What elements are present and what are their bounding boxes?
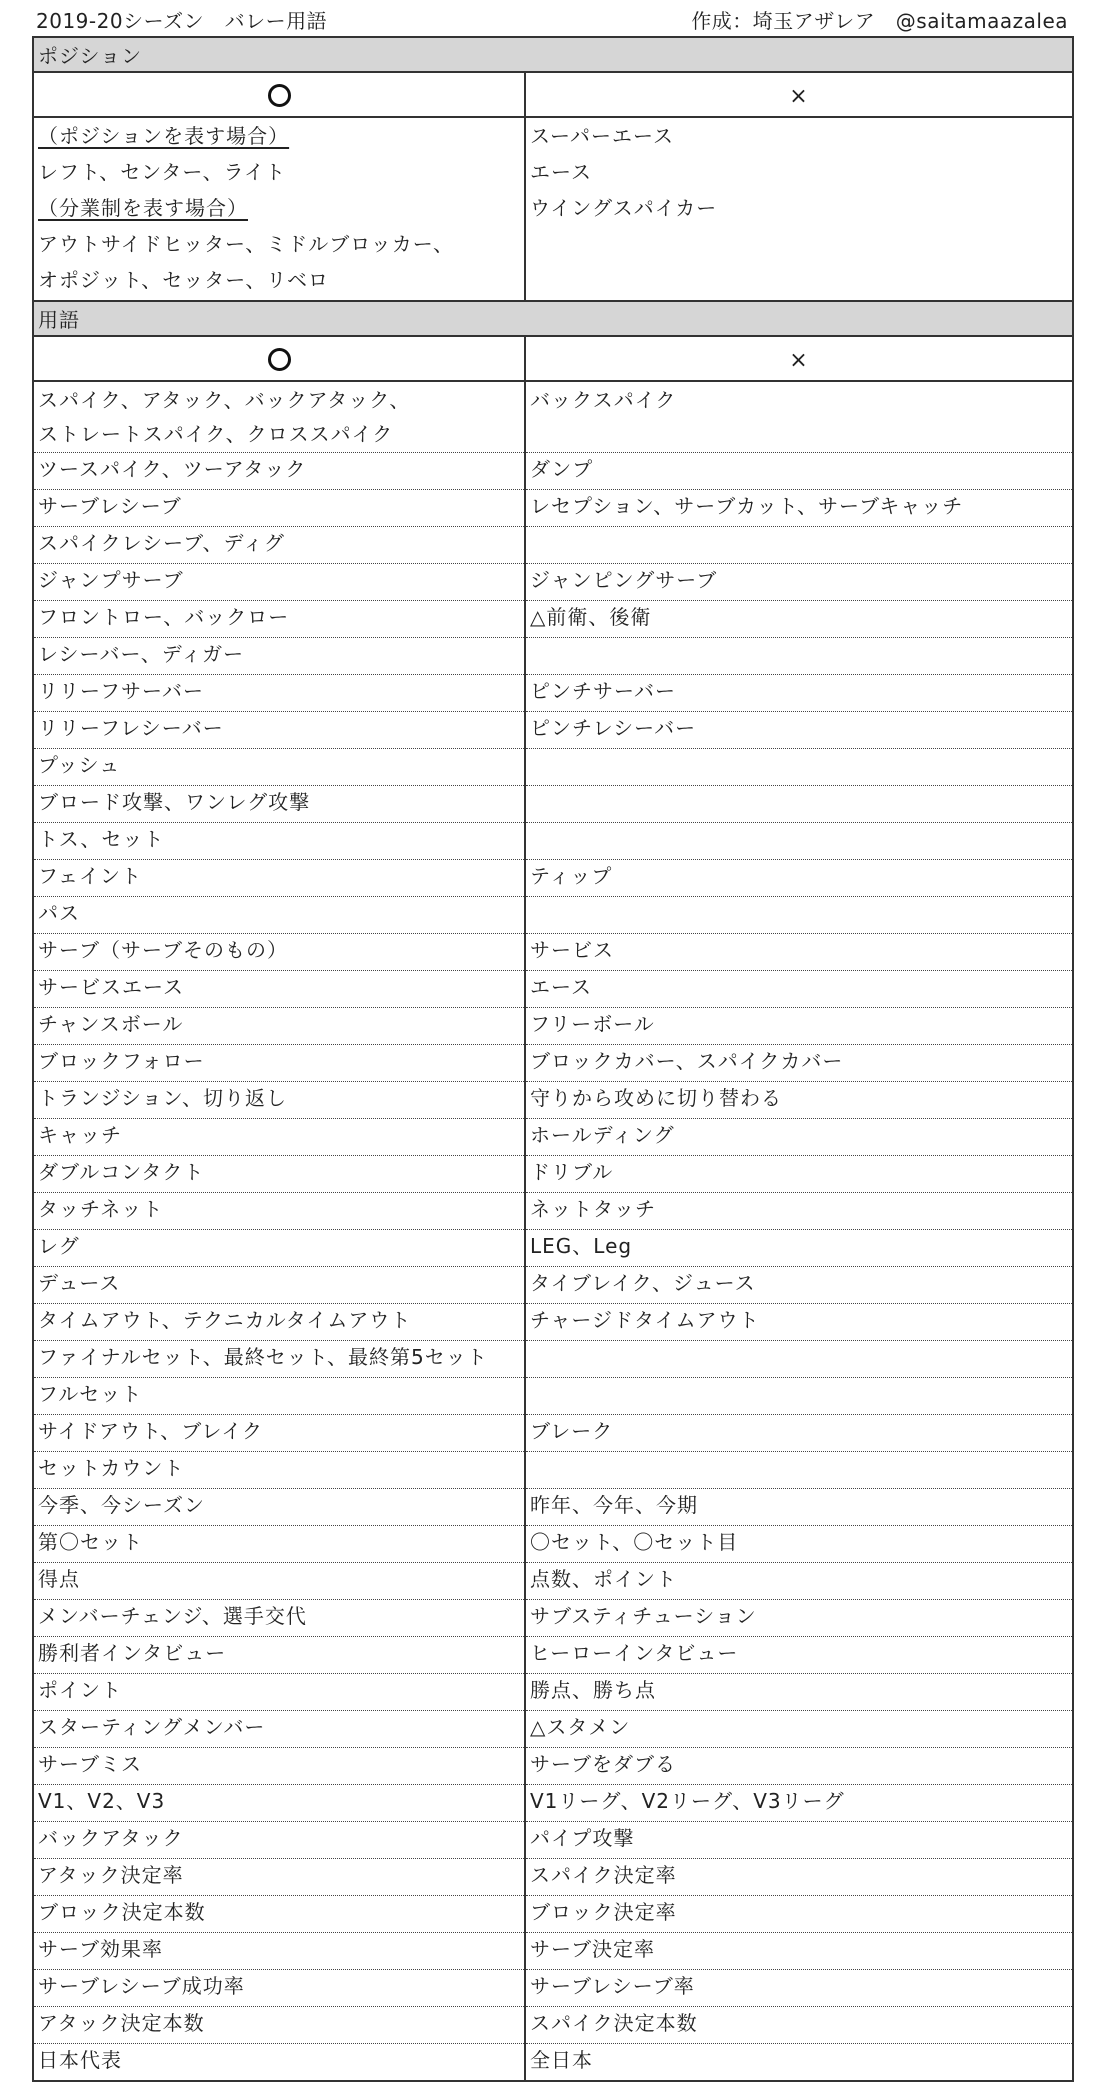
circle-icon [268,84,291,107]
table-row [33,601,1073,638]
cell-text: ドリブル [530,1160,614,1184]
cell-text: バックアタック [38,1826,184,1850]
cell-text: ブロックフォロー [38,1049,205,1073]
table-row [33,860,1073,897]
not-recommended-term-cell [525,1230,1073,1267]
table-row [33,638,1073,675]
cell-text: V1、V2、V3 [38,1789,166,1813]
recommended-term-cell [33,1119,525,1156]
not-recommended-term-cell [525,749,1073,786]
positions-not-recommended-cell [525,117,1073,301]
cell-text: 全日本 [530,2048,593,2072]
section-title: ポジション [33,37,1073,72]
recommended-column-header [33,336,525,381]
table-row [33,1230,1073,1267]
not-recommended-term-cell [525,823,1073,860]
cell-text: 〇セット、〇セット目 [530,1530,739,1554]
cell-text: ピンチレシーバー [530,716,697,740]
not-recommended-term-cell [525,1156,1073,1193]
not-recommended-term-cell [525,1822,1073,1859]
cell-text: プッシュ [38,753,121,777]
cell-text: フルセット [38,1382,143,1406]
recommended-column-header [33,72,525,117]
cell-text: サーブ決定率 [530,1937,655,1961]
cell-text: サーブレシーブ成功率 [38,1974,245,1998]
document-page [32,0,1072,2082]
recommended-term-cell [33,2007,525,2044]
not-recommended-term-cell [525,1711,1073,1748]
recommended-term-cell [33,1267,525,1304]
cell-text [530,786,1072,822]
not-recommended-term-cell [525,860,1073,897]
cell-text: ウイングスパイカー [530,196,718,220]
cell-text: 日本代表 [38,2048,122,2072]
cell-text: サブスティチューション [530,1604,757,1628]
section-title: 用語 [33,301,1073,336]
cell-text [530,1452,1072,1488]
not-recommended-term-cell [525,564,1073,601]
table-row [33,1933,1073,1970]
recommended-term-cell [33,675,525,712]
cell-text: レグ [38,1234,80,1258]
cell-text: 勝点、勝ち点 [530,1678,656,1702]
not-recommended-term-cell [525,453,1073,490]
cell-text: ティップ [530,864,613,888]
recommended-term-cell [33,2044,525,2082]
cell-text: キャッチ [38,1123,122,1147]
not-recommended-term-cell [525,1082,1073,1119]
cell-text: トランジション、切り返し [38,1086,287,1110]
cell-text [530,749,1072,785]
cell-text: タッチネット [38,1197,164,1221]
not-recommended-term-cell [525,1600,1073,1637]
cell-text: エース [530,975,592,999]
cell-text: パス [38,901,80,925]
not-recommended-term-cell [525,897,1073,934]
cell-text: ポイント [38,1678,122,1702]
not-recommended-term-cell [525,971,1073,1008]
recommended-term-cell [33,1563,525,1600]
table-row [33,1526,1073,1563]
not-recommended-term-cell [525,381,1073,453]
recommended-term-cell [33,1896,525,1933]
not-recommended-term-cell [525,1193,1073,1230]
cell-text: ジャンプサーブ [38,568,184,592]
not-recommended-term-cell [525,1674,1073,1711]
recommended-term-cell [33,638,525,675]
recommended-term-cell [33,1452,525,1489]
table-row [33,527,1073,564]
table-row [33,1711,1073,1748]
not-recommended-term-cell [525,1045,1073,1082]
cell-text: スパイクレシーブ、ディグ [38,531,285,555]
not-recommended-term-cell [525,1378,1073,1415]
table-row [33,1008,1073,1045]
not-recommended-term-cell [525,1970,1073,2007]
cell-text: ヒーローインタビュー [530,1641,739,1665]
recommended-term-cell [33,786,525,823]
cell-text: デュース [38,1271,121,1295]
table-row [33,749,1073,786]
recommended-term-cell [33,601,525,638]
recommended-term-cell [33,1489,525,1526]
cell-text: サーブ（サーブそのもの） [38,938,288,962]
recommended-term-cell [33,1415,525,1452]
recommended-term-cell [33,1082,525,1119]
cell-text: サービスエース [38,975,184,999]
recommended-term-cell [33,1600,525,1637]
circle-icon [268,348,291,371]
cross-icon: × [789,347,809,373]
section-header-terms [33,301,1073,336]
cell-text [530,1341,1072,1377]
cell-text: ツースパイク、ツーアタック [38,457,307,481]
cell-text [530,823,1072,859]
recommended-term-cell [33,1674,525,1711]
recommended-term-cell [33,1748,525,1785]
cell-text: ジャンピングサーブ [530,568,718,592]
cell-text: リリーフサーバー [38,679,204,703]
recommended-term-cell [33,823,525,860]
recommended-term-cell [33,453,525,490]
cell-text: レフト、センター、ライト [38,160,286,184]
cell-text: ブロック決定率 [530,1900,677,1924]
recommended-term-cell [33,1637,525,1674]
table-row [33,971,1073,1008]
not-recommended-term-cell [525,1452,1073,1489]
section-header-positions [33,37,1073,72]
cell-text: サーブミス [38,1752,142,1776]
cell-text: スパイク、アタック、バックアタック、 [38,388,411,412]
cell-text [530,527,1072,563]
cell-text: ストレートスパイク、クロススパイク [38,422,394,446]
cell-text [530,638,1072,674]
cell-text: ブレーク [530,1419,614,1443]
table-row [33,1304,1073,1341]
recommended-term-cell [33,1341,525,1378]
table-row [33,934,1073,971]
not-recommended-term-cell [525,1859,1073,1896]
cell-text: V1リーグ、V2リーグ、V3リーグ [530,1789,845,1813]
cell-text: スーパーエース [530,124,674,148]
recommended-term-cell [33,1045,525,1082]
cell-text: ブロック決定本数 [38,1900,206,1924]
recommended-term-cell [33,1970,525,2007]
cell-text: （ポジションを表す場合） [38,124,290,148]
table-row [33,712,1073,749]
cell-text: チャンスボール [38,1012,184,1036]
volleyball-terms-table [32,36,1074,2082]
cell-text: 今季、今シーズン [38,1493,205,1517]
not-recommended-term-cell [525,1267,1073,1304]
cell-text: レシーバー、ディガー [38,642,245,666]
not-recommended-term-cell [525,712,1073,749]
cell-text: サーブレシーブ [38,494,182,518]
not-recommended-term-cell [525,1785,1073,1822]
not-recommended-term-cell [525,1526,1073,1563]
not-recommended-term-cell [525,527,1073,564]
positions-content-row [33,117,1073,301]
table-row [33,1859,1073,1896]
recommended-term-cell [33,897,525,934]
cell-text: サービス [530,938,614,962]
table-row [33,1415,1073,1452]
not-recommended-term-cell [525,1896,1073,1933]
table-row [33,490,1073,527]
table-row [33,1378,1073,1415]
recommended-term-cell [33,1822,525,1859]
cell-text: フリーボール [530,1012,655,1036]
cell-text: 昨年、今年、今期 [530,1493,698,1517]
recommended-term-cell [33,564,525,601]
not-recommended-term-cell [525,1933,1073,1970]
cell-text: ファイナルセット、最終セット、最終第5セット [38,1345,488,1369]
cell-text: ダンプ [530,457,594,481]
table-row [33,1637,1073,1674]
document-header [32,0,1072,36]
not-recommended-column-header [525,72,1073,117]
table-row [33,1748,1073,1785]
cell-text: メンバーチェンジ、選手交代 [38,1604,307,1628]
not-recommended-term-cell [525,2007,1073,2044]
cell-text: ネットタッチ [530,1197,656,1221]
cell-text: 第〇セット [38,1530,143,1554]
cell-text: スパイク決定率 [530,1863,677,1887]
not-recommended-term-cell [525,1563,1073,1600]
recommended-term-cell [33,381,525,453]
table-row [33,1563,1073,1600]
not-recommended-term-cell [525,675,1073,712]
cell-text: アタック決定本数 [38,2011,205,2035]
table-row [33,2007,1073,2044]
not-recommended-term-cell [525,786,1073,823]
recommended-term-cell [33,1785,525,1822]
table-row [33,564,1073,601]
cell-text: △スタメン [530,1715,631,1739]
recommended-term-cell [33,971,525,1008]
cell-text: サーブをダブる [530,1752,676,1776]
not-recommended-term-cell [525,934,1073,971]
cell-text: フロントロー、バックロー [38,605,290,629]
table-row [33,675,1073,712]
document-title: 2019-20シーズン バレー用語 [36,9,328,33]
cell-text: ダブルコンタクト [38,1160,205,1184]
table-row [33,453,1073,490]
cell-text: ブロード攻撃、ワンレグ攻撃 [38,790,311,814]
table-row [33,897,1073,934]
cell-text: バックスパイク [530,388,677,412]
cell-text: アタック決定率 [38,1863,184,1887]
table-row [33,381,1073,453]
table-row [33,1156,1073,1193]
recommended-term-cell [33,1933,525,1970]
cell-text: △前衛、後衛 [530,605,652,629]
table-row [33,1119,1073,1156]
cell-text: （分業制を表す場合） [38,196,248,220]
not-recommended-term-cell [525,490,1073,527]
not-recommended-term-cell [525,2044,1073,2082]
cell-text: フェイント [38,864,142,888]
cell-text: エース [530,160,592,184]
cell-text: サーブレシーブ率 [530,1974,695,1998]
not-recommended-term-cell [525,1637,1073,1674]
table-row [33,1341,1073,1378]
cell-text: リリーフレシーバー [38,716,224,740]
cell-text: ブロックカバー、スパイクカバー [530,1049,844,1073]
recommended-term-cell [33,527,525,564]
cell-text: ピンチサーバー [530,679,676,703]
not-recommended-term-cell [525,1008,1073,1045]
recommended-term-cell [33,1378,525,1415]
recommended-term-cell [33,1711,525,1748]
table-row [33,1267,1073,1304]
cell-text: アウトサイドヒッター、ミドルブロッカー、 [38,232,454,256]
not-recommended-column-header [525,336,1073,381]
table-row [33,1082,1073,1119]
not-recommended-term-cell [525,638,1073,675]
symbol-header-row [33,336,1073,381]
recommended-term-cell [33,490,525,527]
cell-text: 勝利者インタビュー [38,1641,227,1665]
cell-text: タイブレイク、ジュース [530,1271,756,1295]
not-recommended-term-cell [525,1415,1073,1452]
not-recommended-term-cell [525,1304,1073,1341]
cell-text: トス、セット [38,827,165,851]
cell-text: スパイク決定本数 [530,2011,698,2035]
cell-text: LEG、Leg [530,1234,633,1258]
cell-text: レセプション、サーブカット、サーブキャッチ [530,494,964,518]
table-row [33,1785,1073,1822]
not-recommended-term-cell [525,1748,1073,1785]
cell-text [530,897,1072,933]
table-row [33,1600,1073,1637]
cell-text: スターティングメンバー [38,1715,266,1739]
recommended-term-cell [33,1230,525,1267]
table-row [33,1489,1073,1526]
table-row [33,2044,1073,2082]
author-credit: 作成：埼玉アザレア @saitamaazalea [691,9,1068,33]
recommended-term-cell [33,1193,525,1230]
cell-text: ホールディング [530,1123,675,1147]
not-recommended-term-cell [525,601,1073,638]
not-recommended-term-cell [525,1489,1073,1526]
cross-icon: × [789,83,809,109]
cell-text: サイドアウト、ブレイク [38,1419,263,1443]
not-recommended-term-cell [525,1119,1073,1156]
recommended-term-cell [33,1526,525,1563]
cell-text: オポジット、セッター、リベロ [38,268,329,292]
table-row [33,1452,1073,1489]
recommended-term-cell [33,1156,525,1193]
cell-text: チャージドタイムアウト [530,1308,760,1332]
table-row [33,1970,1073,2007]
table-row [33,1822,1073,1859]
table-row [33,823,1073,860]
positions-recommended-cell [33,117,525,301]
cell-text: セットカウント [38,1456,185,1480]
recommended-term-cell [33,712,525,749]
symbol-header-row [33,72,1073,117]
recommended-term-cell [33,749,525,786]
cell-text: 守りから攻めに切り替わる [530,1086,782,1110]
table-row [33,1674,1073,1711]
cell-text: タイムアウト、テクニカルタイムアウト [38,1308,412,1332]
table-row [33,786,1073,823]
recommended-term-cell [33,1859,525,1896]
recommended-term-cell [33,1304,525,1341]
cell-text: サーブ効果率 [38,1937,163,1961]
cell-text [530,1378,1072,1414]
recommended-term-cell [33,1008,525,1045]
recommended-term-cell [33,934,525,971]
table-row [33,1193,1073,1230]
cell-text: パイプ攻撃 [530,1826,635,1850]
table-row [33,1896,1073,1933]
not-recommended-term-cell [525,1341,1073,1378]
cell-text: 点数、ポイント [530,1567,677,1591]
cell-text: 得点 [38,1567,80,1591]
table-row [33,1045,1073,1082]
recommended-term-cell [33,860,525,897]
